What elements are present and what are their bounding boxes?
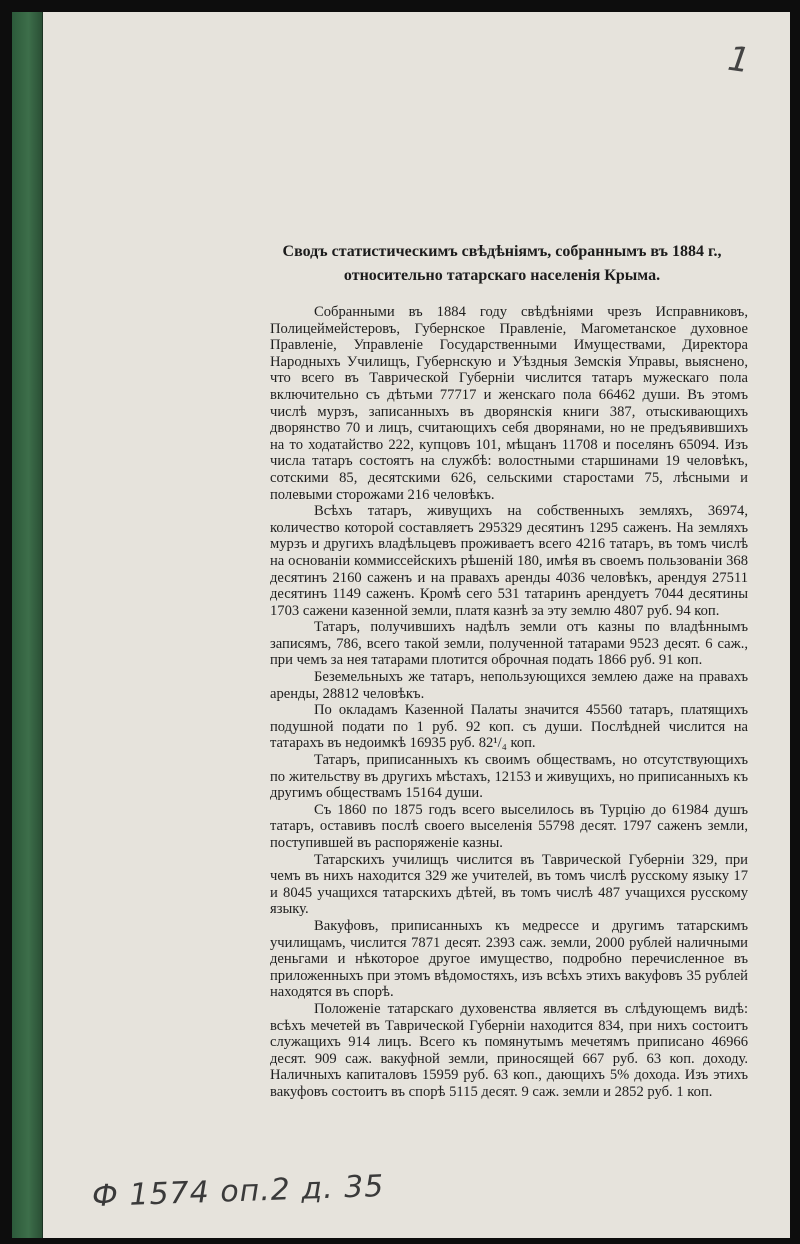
archive-reference: Ф 1574 оп.2 д. 35 [91, 1168, 385, 1215]
title-line-2: относительно татарскаго населенія Крыма. [343, 267, 661, 284]
paragraph: Беземельныхъ же татаръ, непользующихся землею даже на правахъ аренды, 28812 человѣкъ. [270, 669, 748, 702]
title-line-1: Сводъ статистическимъ свѣдѣніямъ, собраннымъ въ 1884 г., [282, 243, 722, 260]
paragraph: Всѣхъ татаръ, живущихъ на собственныхъ земляхъ, 36974, количество которой составляетъ 295329 десятинъ 1295 саженъ. На земляхъ мурзъ и другихъ владѣльцевъ проживаетъ всего 4216 татаръ, въ томъ числѣ на основаніи коммиссейскихъ рѣшеній 180, имѣя въ своемъ пользованіи 368 десятинъ 2160 саженъ и на правахъ аренды 4036 человѣкъ, арендуя 27511 десятинъ 1149 саженъ. Кромѣ сего 531 татаринъ арендуетъ 7044 десятины 1703 сажени казенной земли, платя казнѣ за эту землю 4807 руб. 94 коп. [270, 503, 748, 619]
document-page [12, 12, 790, 1238]
paragraph: Татаръ, приписанныхъ къ своимъ обществамъ, но отсутствующихъ по жительству въ другихъ мѣстахъ, 12153 и живущихъ, но приписанныхъ къ другимъ обществамъ 15164 души. [270, 752, 748, 802]
paragraph: Вакуфовъ, приписанныхъ къ медрессе и другимъ татарскимъ училищамъ, числится 7871 десят. 2393 саж. земли, 2000 рублей наличными деньгами и нѣкоторое другое имущество, подробно перечисленное въ приложенныхъ при этомъ вѣдомостяхъ, изъ всѣхъ этихъ вакуфовъ 35 рублей находятся въ спорѣ. [270, 917, 748, 1001]
paragraph: Положеніе татарскаго духовенства является въ слѣдующемъ видѣ: всѣхъ мечетей въ Таврической Губерніи находится 834, при нихъ состоитъ служащихъ 914 лицъ. Всего къ помянутымъ мечетямъ приписано 46966 десят. 909 саж. вакуфной земли, приносящей 667 руб. 63 коп. доходу. Наличныхъ капиталовъ 15959 руб. 63 коп., дающихъ 5% дохода. Изъ этихъ вакуфовъ состоитъ въ спорѣ 5115 десят. 9 саж. земли и 2852 руб. 1 коп. [270, 1000, 748, 1100]
binding-spine [12, 12, 43, 1238]
paragraph: Съ 1860 по 1875 годъ всего выселилось въ Турцію до 61984 душъ татаръ, оставивъ послѣ своего выселенія 55798 десят. 1797 саженъ земли, поступившей въ распоряженіе казны. [270, 801, 748, 851]
document-body [270, 304, 748, 1101]
paragraph: По окладамъ Казенной Палаты значится 45560 татаръ, платящихъ подушной подати по 1 руб. 92 коп. съ души. Послѣдней числится на татарахъ въ недоимкѣ 16935 руб. 82¹/₄ коп. [270, 702, 748, 752]
paragraph: Татаръ, получившихъ надѣлъ земли отъ казны по владѣннымъ записямъ, 786, всего такой земли, полученной татарами 9523 десят. 6 саж., при чемъ за нея татарами плотится оброчная подать 1866 руб. 91 коп. [270, 619, 748, 669]
paragraph: Собранными въ 1884 году свѣдѣніями чрезъ Исправниковъ, Полицеймейстеровъ, Губернское Правленіе, Магометанское духовное Правленіе, Управленіе Государственными Имуществами, Директора Народныхъ Училищъ, Губернскую и Уѣздныя Земскія Управы, выяснено, что всего въ Таврической Губерніи числится татаръ мужескаго пола включительно съ дѣтьми 77717 и женскаго пола 66462 души. Въ этомъ числѣ мурзъ, записанныхъ въ дворянскія книги 387, отыскивающихъ дворянство 70 и лицъ, считающихъ себя дворянами, но не предъявившихъ на то ходатайство 222, купцовъ 101, мѣщанъ 11708 и поселянъ 65094. Изъ числа татаръ состоятъ на службѣ: волостными старшинами 19 человѣкъ, сотскими 85, десятскими 626, сельскими старостами 75, лѣсными и полевыми сторожами 216 человѣкъ. [270, 304, 748, 503]
folio-number: 1 [725, 38, 753, 82]
paragraph: Татарскихъ училищъ числится въ Таврической Губерніи 329, при чемъ въ нихъ находится 329 же учителей, въ томъ числѣ русскому языку 17 и 8045 учащихся татарскихъ дѣтей, въ томъ числѣ 487 учащихся русскому языку. [270, 851, 748, 918]
document-title [242, 240, 762, 288]
